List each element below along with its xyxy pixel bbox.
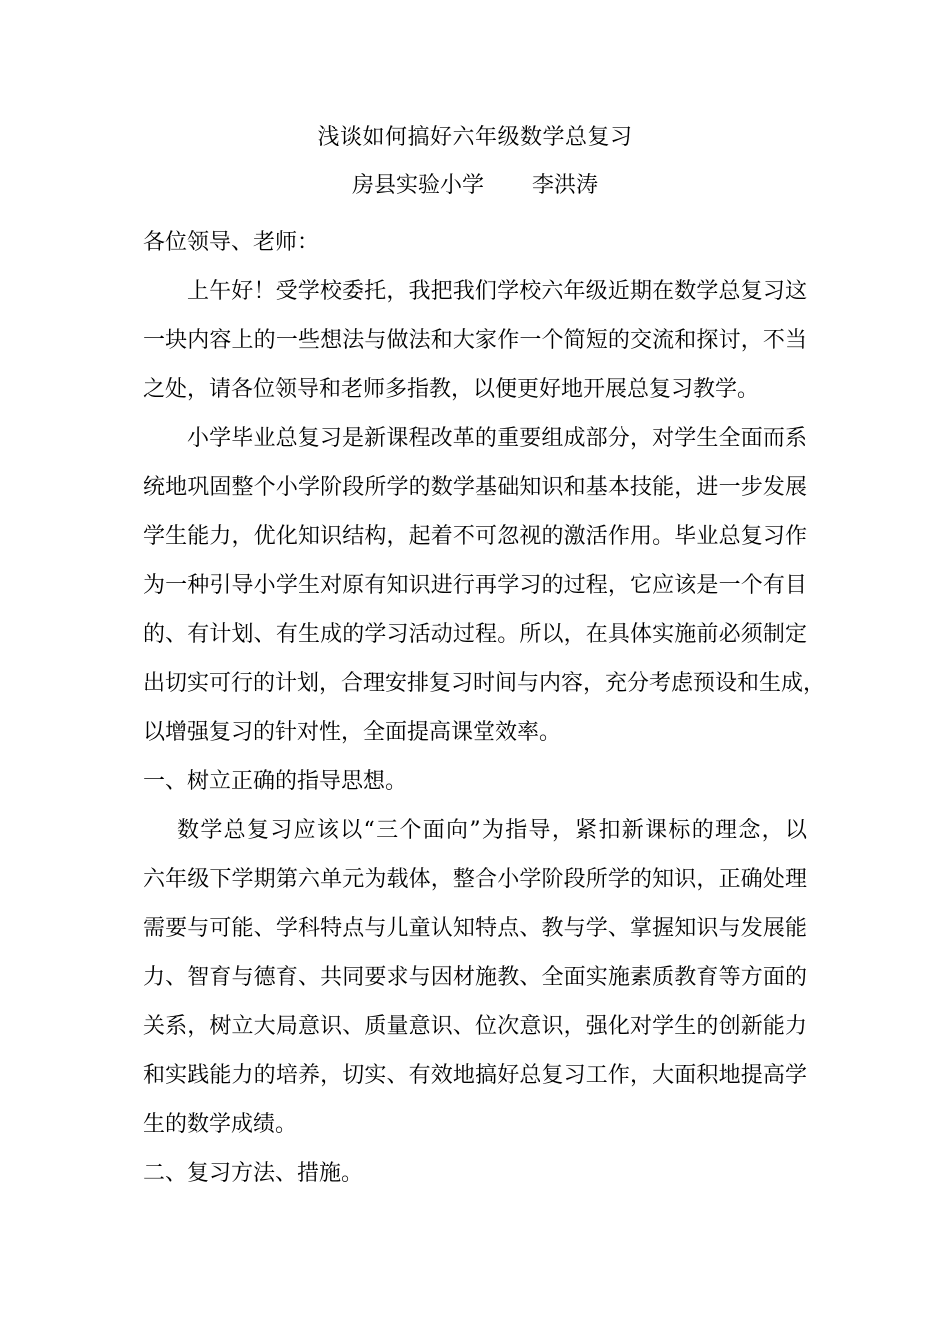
salutation [143, 218, 807, 267]
paragraph-line: 统地巩固整个小学阶段所学的数学基础知识和基本技能，进一步发展 [143, 475, 807, 500]
paragraph-line: 以增强复习的针对性，全面提高课堂效率。 [143, 720, 562, 745]
paragraph-line: 小学毕业总复习是新课程改革的重要组成部分，对学生全面而系 [187, 426, 807, 451]
section-heading: 二、复习方法、措施。 [143, 1161, 364, 1186]
paragraph-line: 关系，树立大局意识、质量意识、位次意识，强化对学生的创新能力 [143, 1014, 807, 1039]
document-body [143, 218, 826, 1198]
heading-2 [143, 1149, 807, 1198]
paragraph-line: 力、智育与德育、共同要求与因材施教、全面实施素质教育等方面的 [143, 965, 807, 990]
paragraph-line: 需要与可能、学科特点与儿童认知特点、教与学、掌握知识与发展能 [143, 916, 807, 941]
paragraph-line: 六年级下学期第六单元为载体，整合小学阶段所学的知识，正确处理 [143, 867, 807, 892]
document-title: 浅谈如何搞好六年级数学总复习 [317, 125, 633, 150]
section-heading: 一、树立正确的指导思想。 [143, 769, 408, 794]
paragraph-3 [143, 806, 807, 1149]
author-line [0, 166, 950, 206]
paragraph-1 [143, 267, 807, 414]
paragraph-2 [143, 414, 826, 757]
paragraph-line: 之处，请各位领导和老师多指教，以便更好地开展总复习教学。 [143, 377, 760, 402]
paragraph-line: 生的数学成绩。 [143, 1112, 298, 1137]
heading-1 [143, 757, 807, 806]
paragraph-line: 上午好！受学校委托，我把我们学校六年级近期在数学总复习这 [187, 279, 807, 304]
paragraph-line: 为一种引导小学生对原有知识进行再学习的过程，它应该是一个有目 [143, 573, 807, 598]
salutation-text: 各位领导、老师： [143, 230, 320, 255]
paragraph-line: 数学总复习应该以“三个面向”为指导，紧扣新课标的理念，以 [177, 818, 807, 843]
paragraph-line: 学生能力，优化知识结构，起着不可忽视的激活作用。毕业总复习作 [143, 524, 807, 549]
author-school: 房县实验小学 [351, 173, 484, 198]
paragraph-line: 和实践能力的培养，切实、有效地搞好总复习工作，大面积地提高学 [143, 1063, 807, 1088]
paragraph-line: 出切实可行的计划，合理安排复习时间与内容，充分考虑预设和生成， [143, 671, 826, 696]
paragraph-line: 的、有计划、有生成的学习活动过程。所以，在具体实施前必须制定 [143, 622, 807, 647]
paragraph-line: 一块内容上的一些想法与做法和大家作一个简短的交流和探讨，不当 [143, 328, 807, 353]
author-name: 李洪涛 [532, 173, 599, 198]
